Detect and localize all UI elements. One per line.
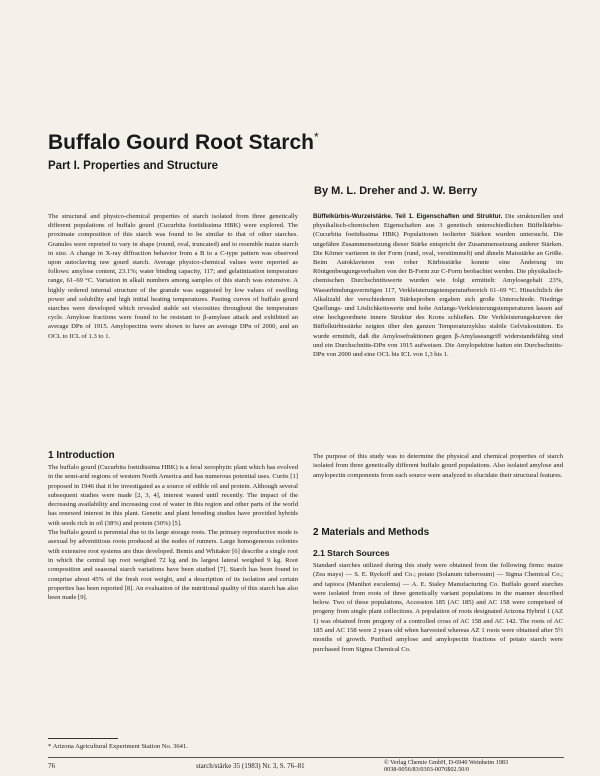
article-title bbox=[48, 124, 568, 156]
article-authors: By M. L. Dreher and J. W. Berry bbox=[314, 185, 478, 197]
purpose-paragraph: The purpose of this study was to determine the physical and chemical properties of starch isolated from three genetically different buffalo gourd populations. Also isolated amylose and amylopectin components from each source were analyzed to elucidate their structural features. bbox=[313, 453, 563, 479]
journal-reference: starch/stärke 35 (1983) Nr. 3, S. 76–81 bbox=[196, 762, 305, 770]
publisher-info bbox=[384, 759, 568, 774]
abstract-german-lead: Büffelkürbis-Wurzelstärke. Teil 1. Eigenschaften und Struktur. bbox=[313, 213, 503, 220]
introduction-body bbox=[48, 463, 298, 727]
section-heading-introduction: 1 Introduction bbox=[48, 450, 115, 461]
publisher-line-2: 0038-9056/83/0303-0076$02.50/0 bbox=[384, 766, 470, 774]
footnote: * Arizona Agricultural Experiment Station No. 3641. bbox=[48, 743, 188, 750]
abstract-english: The structural and physico-chemical properties of starch isolated from three genetically different populations of buffalo gourd (Cucurbita foetidissima HBK) were explored. The proximate composition of this starch was found to be similar to that of other starches. Granules were reported to vary in shape (round, oval, truncated) and to resemble maize starch in size. A change in X-ray diffraction behavior from a B to a C-type pattern was observed upon autoclaving raw gourd starch. Average physico-chemical values were reported as follows: amylose content, 23.1%; water binding capacity, 117; and gelatinization temperature range, 61–69 °C. Variation in alkali numbers among samples of this starch was extensive. A highly ordered internal structure of the granule was suggested by low values of swelling power and solubility and high initial heating temperatures. Pasting curves of buffalo gourd starches were developed which revealed stable set viscosities throughout the temperature cycle. Amylose fractions were found to be resistant to β-amylase attack and exhibited an average DPn of 1915. Amylopectins were shown to have an average DPn of 2000, and an OCL to ICL of 1.3 to 1. bbox=[48, 213, 298, 340]
abstract-german bbox=[313, 212, 563, 432]
footer-divider bbox=[48, 757, 564, 758]
article-title-text: Buffalo Gourd Root Starch bbox=[48, 131, 314, 154]
publisher-line-1: © Verlag Chemie GmbH, D-6940 Weinheim 1983 bbox=[384, 759, 509, 766]
abstract-german-text: Die strukturellen und physikalisch-chemischen Eigenschaften aus 3 genetisch unterschiedlichen Büffelkürbis- (Cucurbita foetidissima HBK) Populationen isolierter Stärken wurden untersucht. Die ungefähre Zusammensetzung dieser Stärke entspricht der Zusammensetzung anderer Stärken. Die Körner variieren in der Form (rund, oval, verstümmelt) und ähneln Maisstärke an Größe. Beim Autoklavieren von roher Kürbisstärke konnte eine Änderung im Röntgenbeugungsverhalten von der B-Form zur C-Form beobachtet werden. Die physikalisch-chemischen Durchschnittswerte wurden wie folgt ermittelt: Amylosegehalt 23%, Wasserbindungsvermögen 117, Verkleisterungstemperaturbereich 61–69 °C. Hinsichtlich der Alkalizahl der verschiedenen Stärkeproben ergaben sich große Unterschiede. Niedrige Quellungs- und Löslichkeitswerte und hohe Anfangs-Verkleisterungstemperaturen lassen auf eine hochgeordnete innere Struktur des Korns schließen. Die Verkleisterungskurven der Büffelkürbisstärke zeigten über den ganzen Temperaturzyklus stabile Gelviskositäten. Es wurde ermittelt, daß die Amylosefraktionen gegen β-Amylaseangriff widerstandsfähig sind und ein Durchschnitts-DPn von 1915 aufweisen. Die Amylopektine hatten ein Durchschnitts-DPn von 2000 und eine OCL bis ICL von 1,3 bis 1. bbox=[313, 213, 563, 359]
title-footnote-mark: * bbox=[314, 130, 319, 144]
footnote-divider bbox=[48, 738, 118, 739]
introduction-paragraph-2: The buffalo gourd is perennial due to its large storage roots. The primary reproductive mode is asexual by adventitious roots produced at the nodes of runners. Large homogeneous colonies with extensive root systems are thus developed. Bemis and Whitaker [6] describe a single root in which the central tap root weighed 72 kg and its largest lateral weighed 9 kg. Root composition and seasonal starch variations have been studied [7]. Starch has been found to comprise about 45% of the fresh root weight, and a description of its isolation and certain properties has been reported [8]. An evaluation of the nutritional quality of this starch has also been made [9]. bbox=[48, 529, 298, 602]
starch-sources-body: Standard starches utilized during this study were obtained from the following firms: maize (Zea mays) — S. E. Ryckoff and Co.; potato (Solanum tuberosum) — Sigma Chemical Co.; and tapioca (Manihot esculenta) — A. E. Staley Manufacturing Co. Buffalo gourd starches were isolated from roots of three genetically variant populations in the manner described below. Two of these populations, Accession 185 (AC 185) and AC 158 were comprised of progeny from single plant collections. A population of roots designated Arizona Hybrid 1 (AZ 1) was obtained from progeny of a controlled cross of AC 158 and AC 142. The roots of AC 185 and AC 158 were 2 years old when harvested whereas AZ 1 roots were obtained after 5½ months of growth. Purified amylose and amylopectin fractions of potato starch were purchased from Sigma Chemical Co. bbox=[313, 562, 563, 653]
article-subtitle: Part I. Properties and Structure bbox=[48, 160, 218, 172]
section-heading-materials-methods: 2 Materials and Methods bbox=[313, 527, 430, 538]
subsection-heading-starch-sources: 2.1 Starch Sources bbox=[313, 548, 390, 558]
introduction-paragraph-1: The buffalo gourd (Cucurbita foetidissima HBK) is a feral xerophytic plant which has evolved in the semi-arid regions of western North America and has numerous potential uses. Curtis [1] proposed in 1946 that it be investigated as a source of edible oil and protein. Although several subsequent studies were made [2, 3, 4], interest waned until recently. The impact of the decreasing availability and increasing cost of water in this region and other parts of the world has renewed interest in this plant. Genetic and plant breeding studies have provided hybrids with seeds rich in oil (38%) and protein (30%) [5]. bbox=[48, 464, 298, 527]
page-number: 76 bbox=[48, 762, 55, 770]
